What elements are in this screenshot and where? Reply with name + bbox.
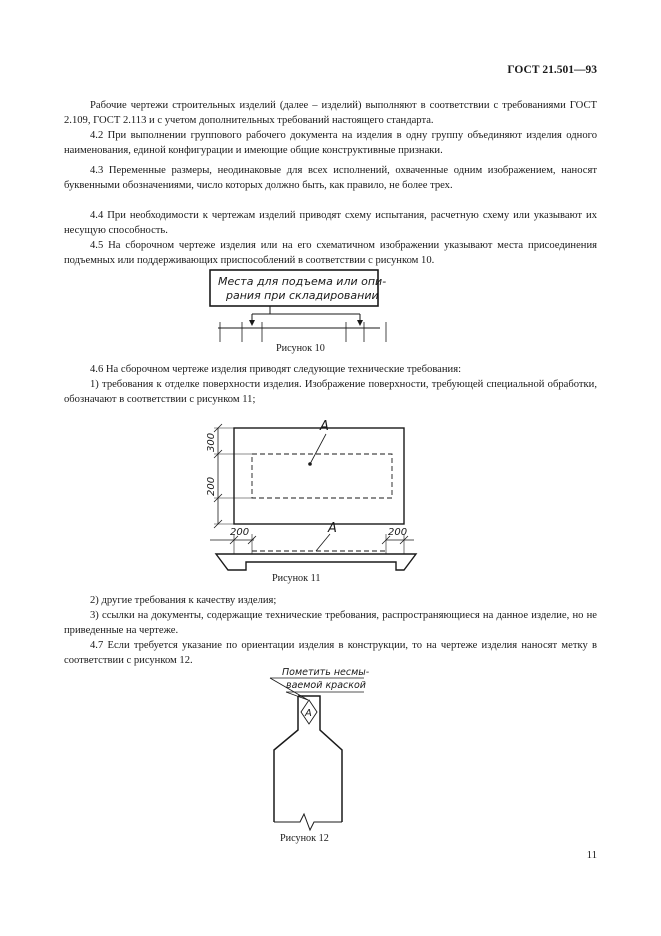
paragraph-4-6-item3: 3) ссылки на документы, содержащие технические требования, распространяющиеся на данное изделие, но не приведенные на чертеже. [64,610,597,637]
lift-arrow-left [249,320,255,326]
paragraph-4-2: 4.2 При выполнении группового рабочего документа на изделия в одну группу объединяют изделия одного наименования, единой конфигурации и имеющие общие конструктивные признаки. [64,130,597,157]
dim-200-vertical: 200 [206,476,217,496]
page-number: 11 [586,850,597,861]
paragraph-4-7: 4.7 Если требуется указание по ориентации изделия в конструкции, то на чертеже изделия наносят метку в соответствии с рисунком 12. [64,640,597,667]
label-a-bottom: А [328,521,337,536]
dim-200-left: 200 [230,527,250,538]
figure-11-caption: Рисунок 11 [272,573,321,584]
paragraph-4-5: 4.5 На сборочном чертеже изделия или на его схематичном изображении указывают места присоединения подъемных или поддерживающих приспособлений в соответствии с рисунком 10. [64,240,597,267]
label-a-top: А [320,419,329,434]
figure-12-caption: Рисунок 12 [280,833,329,844]
slab-plan-outline [234,428,404,524]
paragraph-4-6-item2: 2) другие требования к качеству изделия; [90,595,277,606]
figure-12-drawing [256,666,376,838]
figure-10-note-line1: Места для подъема или опи- [218,275,387,288]
figure-10-caption: Рисунок 10 [276,343,325,354]
figure-12-note-line1: Пометить несмы- [282,667,370,678]
dim-200-right: 200 [388,527,408,538]
lift-arrow-right [357,320,363,326]
page-header: ГОСТ 21.501—93 [507,64,597,76]
dim-300: 300 [206,432,217,452]
paragraph-4-6-item1: 1) требования к отделке поверхности изделия. Изображение поверхности, требующей специальной обработки, обозначают в соответствии с рисунком 11; [64,379,597,406]
break-line [274,814,342,830]
figure-11-drawing [190,414,420,579]
slab-section-outline [216,554,416,570]
paragraph-4-4: 4.4 При необходимости к чертежам изделий приводят схему испытания, расчетную схему или указывают их несущую способность. [64,210,597,237]
paragraph-4-6: 4.6 На сборочном чертеже изделия приводят следующие технические требования: [90,364,462,375]
paragraph-4-3: 4.3 Переменные размеры, неодинаковые для всех исполнений, охваченные одним изображением, наносят буквенными обозначениями, число которых должно быть, как правило, не более трех. [64,165,597,192]
mark-letter: А [305,708,312,719]
figure-10-note-line2: рания при складировании [226,289,379,302]
paragraph-intro: Рабочие чертежи строительных изделий (далее – изделий) выполняют в соответствии с требованиями ГОСТ 2.109, ГОСТ 2.113 и с учетом дополнительных требований настоящего стандарта. [64,100,597,127]
figure-10-drawing [200,266,390,346]
finish-area-plan [252,454,392,498]
figure-12-note-line2: ваемой краской [286,680,366,691]
